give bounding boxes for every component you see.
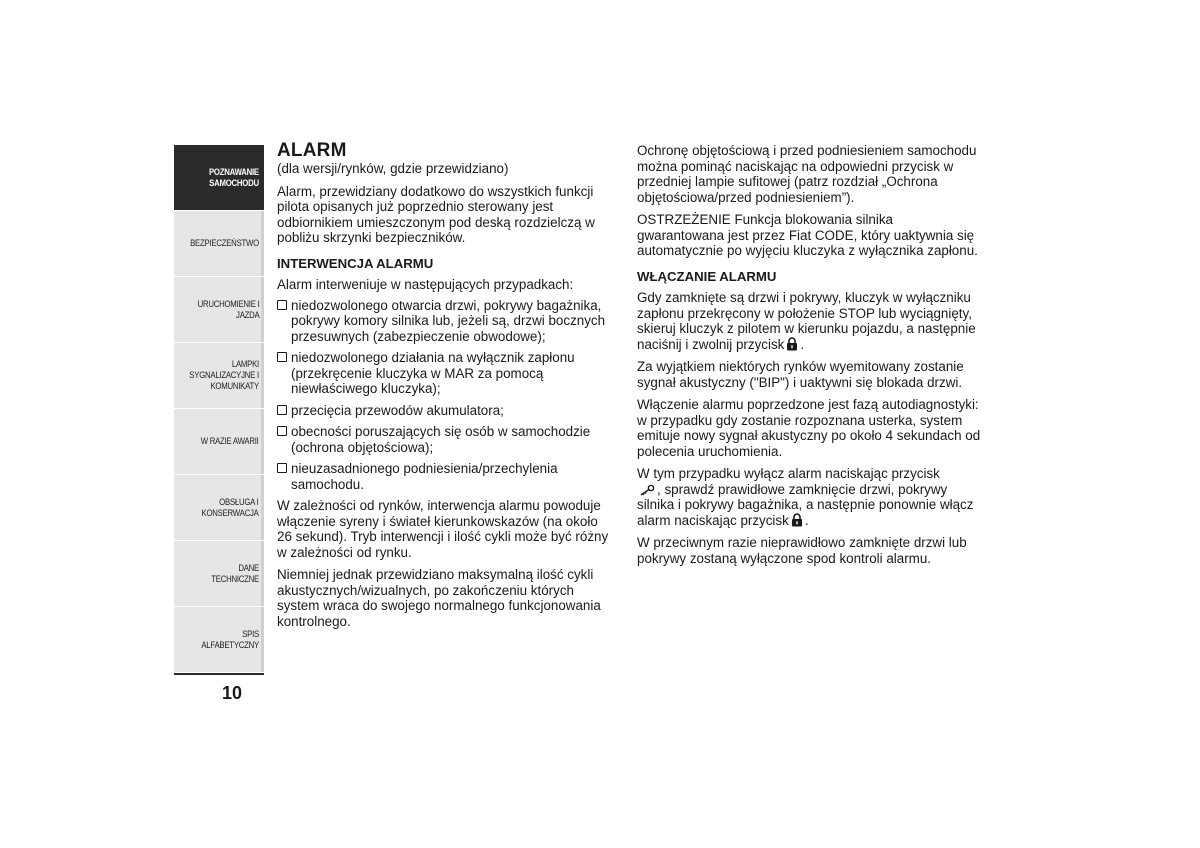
tab-obsluga-i-konserwacja[interactable] bbox=[174, 475, 264, 541]
checkbox-bullet-icon bbox=[277, 405, 287, 415]
list-item bbox=[277, 403, 612, 419]
list-item bbox=[277, 461, 612, 492]
chapter-sidebar bbox=[174, 145, 264, 675]
tab-label: URUCHOMIENIE I JAZDA bbox=[197, 298, 259, 321]
tab-w-razie-awarii[interactable] bbox=[174, 409, 264, 475]
paragraph-ochrona: Ochronę objętościową i przed podniesieniem samochodu można pominąć naciskając na odpowiedni przycisk w przedniej lampie sufitowej (patrz rozdział „Ochrona objętościowa/przed podniesieniem”). bbox=[637, 143, 977, 205]
tab-label: OBSŁUGA I KONSERWACJA bbox=[201, 496, 259, 519]
tab-lampki-sygnalizacyjne[interactable] bbox=[174, 343, 264, 409]
tab-label: LAMPKI SYGNALIZACYJNE I KOMUNIKATY bbox=[189, 359, 259, 392]
subtitle: (dla wersji/rynków, gdzie przewidziano) bbox=[277, 161, 509, 176]
sidebar-bottom-rule bbox=[174, 673, 264, 675]
paragraph-wlaczanie bbox=[637, 290, 982, 352]
text-span: W tym przypadku wyłącz alarm naciskając przycisk bbox=[637, 466, 940, 481]
tab-edge bbox=[261, 409, 264, 474]
key-unlock-icon bbox=[639, 484, 655, 496]
paragraph-bip: Za wyjątkiem niektórych rynków wyemitowany zostanie sygnał akustyczny ("BIP") i uaktywni się blokada drzwi. bbox=[637, 359, 964, 390]
tab-edge bbox=[261, 541, 264, 606]
checkbox-bullet-icon bbox=[277, 300, 287, 310]
tab-dane-techniczne[interactable] bbox=[174, 541, 264, 607]
text-span: . bbox=[800, 336, 805, 352]
paragraph-autodiagnostyka: Włączenie alarmu poprzedzone jest fazą autodiagnostyki: w przypadku gdy zostanie rozpoznana usterka, system emituje nowy sygnał akustyczny po około 4 sekundach od polecenia uruchomienia. bbox=[637, 397, 981, 459]
tab-bezpieczenstwo[interactable] bbox=[174, 211, 264, 277]
text-span: . bbox=[804, 512, 809, 528]
tab-label: POZNAWANIE SAMOCHODU bbox=[209, 166, 259, 189]
right-column bbox=[637, 143, 982, 573]
tab-uruchomienie-i-jazda[interactable] bbox=[174, 277, 264, 343]
tab-edge bbox=[261, 607, 264, 672]
lock-icon bbox=[786, 337, 798, 351]
text-span: Gdy zamknięte są drzwi i pokrywy, kluczyk w wyłączniku zapłonu przekręcony w położenie STOP lub wyciągnięty, skieruj kluczyk z pilotem w kierunku pojazdu, a następnie naciśnij i zwolnij przycisk bbox=[637, 290, 976, 352]
list-item bbox=[277, 298, 612, 345]
paragraph-interwencja: W zależności od rynków, interwencja alarmu powoduje włączenie syreny i świateł kierunkowskazów (na około 26 sekund). Tryb interwencji i ilość cykli może być różny w zależności od rynku. bbox=[277, 498, 609, 560]
tab-poznawanie-samochodu[interactable] bbox=[174, 145, 264, 211]
page-title: ALARM bbox=[277, 140, 347, 161]
tab-edge bbox=[261, 475, 264, 540]
list-item-text: niedozwolonego otwarcia drzwi, pokrywy bagażnika, pokrywy komory silnika lub, jeżeli są, drzwi bocznych przesuwnych (zabezpieczenie obwodowe); bbox=[291, 297, 606, 344]
tab-label: W RAZIE AWARII bbox=[201, 436, 259, 447]
list-item-text: nieuzasadnionego podniesienia/przechylenia samochodu. bbox=[291, 461, 558, 492]
tab-label: DANE TECHNICZNE bbox=[211, 562, 259, 585]
checkbox-bullet-icon bbox=[277, 463, 287, 473]
checkbox-bullet-icon bbox=[277, 426, 287, 436]
tab-edge bbox=[261, 343, 264, 408]
tab-label: BEZPIECZEŃSTWO bbox=[190, 238, 259, 249]
list-item-text: niedozwolonego działania na wyłącznik zapłonu (przekręcenie kluczyka w MAR za pomocą niewłaściwego kluczyka); bbox=[291, 350, 575, 396]
list-item bbox=[277, 350, 612, 397]
text-span: , sprawdź prawidłowe zamknięcie drzwi, pokrywy silnika i pokrywy bagażnika, a następnie ponownie włącz alarm naciskając przycisk bbox=[637, 481, 974, 528]
lead-paragraph: Alarm interweniuje w następujących przypadkach: bbox=[277, 277, 574, 292]
section-heading-wlaczanie: WŁĄCZANIE ALARMU bbox=[637, 268, 777, 284]
list-item-text: przecięcia przewodów akumulatora; bbox=[291, 402, 504, 418]
checkbox-bullet-icon bbox=[277, 352, 287, 362]
paragraph-nieprawidlowo: W przeciwnym razie nieprawidłowo zamknięte drzwi lub pokrywy zostaną wyłączone spod kontroli alarmu. bbox=[637, 535, 967, 566]
list-item-text: obecności poruszających się osób w samochodzie (ochrona objętościowa); bbox=[291, 424, 591, 455]
tab-edge bbox=[261, 211, 264, 276]
left-column bbox=[277, 141, 612, 636]
section-heading-interwencja: INTERWENCJA ALARMU bbox=[277, 255, 434, 271]
tab-edge bbox=[261, 145, 264, 210]
tab-spis-alfabetyczny[interactable] bbox=[174, 607, 264, 673]
warning-paragraph: OSTRZEŻENIE Funkcja blokowania silnika gwarantowana jest przez Fiat CODE, który uaktywnia się automatycznie po wyjęciu kluczyka z wyłącznika zapłonu. bbox=[637, 212, 978, 258]
paragraph-usterka bbox=[637, 466, 982, 528]
page-number: 10 bbox=[222, 683, 243, 703]
tab-label: SPIS ALFABETYCZNY bbox=[201, 628, 259, 651]
lock-icon bbox=[791, 513, 803, 527]
list-item bbox=[277, 424, 612, 455]
tab-edge bbox=[261, 277, 264, 342]
paragraph-cykle: Niemniej jednak przewidziano maksymalną ilość cykli akustycznych/wizualnych, po zakończeniu których system wraca do swojego normalnego funkcjonowania kontrolnego. bbox=[277, 567, 601, 629]
intro-paragraph: Alarm, przewidziany dodatkowo do wszystkich funkcji pilota opisanych już poprzednio sterowany jest odbiornikiem umieszczonym pod deską rozdzielczą w pobliżu skrzynki bezpieczników. bbox=[277, 183, 595, 245]
